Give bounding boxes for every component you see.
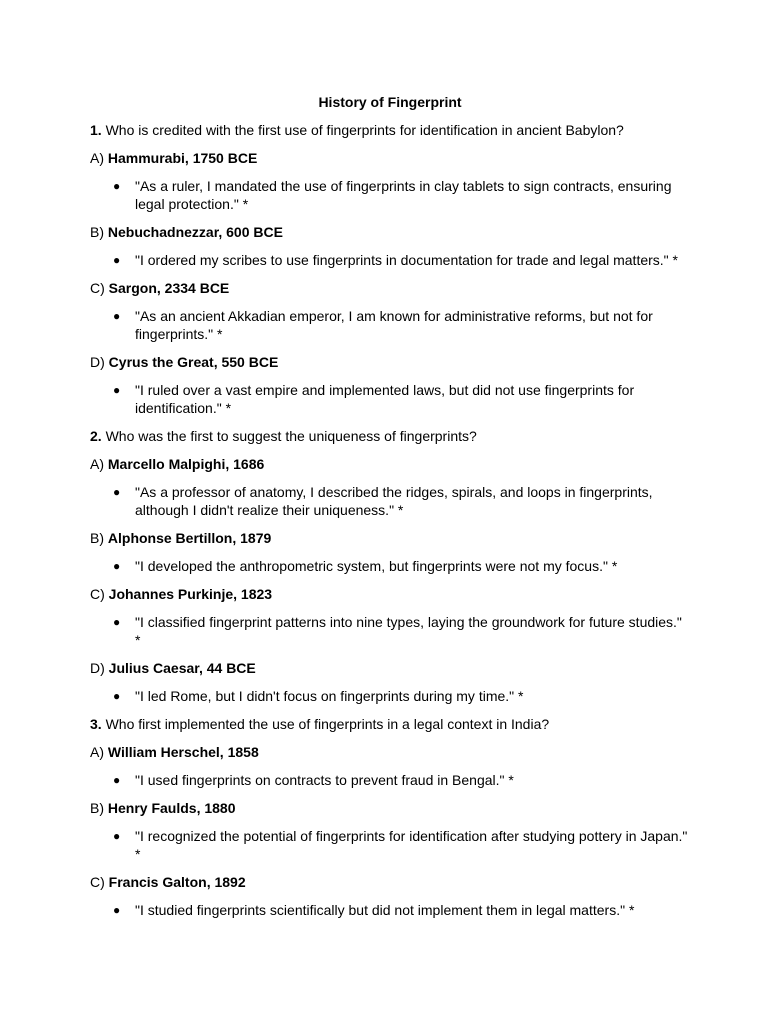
bullet-icon: ● [113,559,121,573]
quote-list [90,613,690,649]
option-quote: "I studied fingerprints scientifically but did not implement them in legal matters." * [135,902,635,918]
option-letter: A) [90,744,108,760]
option-answer: Julius Caesar, 44 BCE [108,660,256,676]
list-item [90,483,690,519]
answer-option [90,455,690,473]
bullet-icon: ● [113,689,121,703]
option-quote: "I recognized the potential of fingerprints for identification after studying pottery in Japan." * [135,828,688,862]
question-text: Who is credited with the first use of fingerprints for identification in ancient Babylon? [101,122,624,138]
option-letter: B) [90,224,108,240]
option-quote: "I developed the anthropometric system, but fingerprints were not my focus." * [135,558,618,574]
answer-option [90,353,690,371]
option-quote: "I ruled over a vast empire and implemented laws, but did not use fingerprints for identification." * [135,382,635,416]
list-item [90,901,690,919]
option-answer: William Herschel, 1858 [107,744,259,760]
option-letter: D) [90,354,109,370]
option-letter: B) [90,800,108,816]
answer-option [90,743,690,761]
option-answer: Francis Galton, 1892 [108,874,246,890]
quote-list [90,483,690,519]
option-answer: Alphonse Bertillon, 1879 [107,530,272,546]
option-quote: "I led Rome, but I didn't focus on fingerprints during my time." * [135,688,524,704]
option-letter: C) [90,874,109,890]
option-letter: C) [90,280,109,296]
list-item [90,557,690,575]
question-number: 2. [90,428,102,444]
list-item [90,771,690,789]
option-answer: Sargon, 2334 BCE [108,280,230,296]
quote-list [90,687,690,705]
option-quote: "I classified fingerprint patterns into nine types, laying the groundwork for future studies." * [135,614,682,648]
option-answer: Cyrus the Great, 550 BCE [108,354,279,370]
option-letter: C) [90,586,109,602]
bullet-icon: ● [113,485,121,499]
bullet-icon: ● [113,903,121,917]
question-1 [90,121,690,139]
quote-list [90,827,690,863]
option-answer: Marcello Malpighi, 1686 [107,456,265,472]
option-letter: A) [90,150,108,166]
answer-option [90,279,690,297]
bullet-icon: ● [113,253,121,267]
bullet-icon: ● [113,773,121,787]
question-3 [90,715,690,733]
option-answer: Nebuchadnezzar, 600 BCE [107,224,283,240]
bullet-icon: ● [113,179,121,193]
option-letter: A) [90,456,108,472]
list-item [90,827,690,863]
bullet-icon: ● [113,615,121,629]
list-item [90,177,690,213]
answer-option [90,529,690,547]
option-letter: D) [90,660,109,676]
option-quote: "I ordered my scribes to use fingerprints in documentation for trade and legal matters." * [135,252,678,268]
answer-option [90,659,690,677]
list-item [90,307,690,343]
question-text: Who first implemented the use of fingerprints in a legal context in India? [101,716,550,732]
option-answer: Johannes Purkinje, 1823 [108,586,273,602]
quote-list [90,381,690,417]
bullet-icon: ● [113,383,121,397]
list-item [90,381,690,417]
quote-list [90,771,690,789]
answer-option [90,149,690,167]
bullet-icon: ● [113,309,121,323]
option-answer: Henry Faulds, 1880 [107,800,236,816]
question-text: Who was the first to suggest the uniqueness of fingerprints? [101,428,477,444]
bullet-icon: ● [113,829,121,843]
option-quote: "As a professor of anatomy, I described the ridges, spirals, and loops in fingerprints, although I didn't realize their uniqueness." * [135,484,653,518]
answer-option [90,223,690,241]
quote-list [90,307,690,343]
quote-list [90,557,690,575]
list-item [90,613,690,649]
quiz-content [90,121,690,919]
option-quote: "I used fingerprints on contracts to prevent fraud in Bengal." * [135,772,514,788]
quote-list [90,177,690,213]
answer-option [90,799,690,817]
question-number: 3. [90,716,102,732]
option-letter: B) [90,530,108,546]
list-item [90,251,690,269]
answer-option [90,873,690,891]
question-number: 1. [90,122,102,138]
page-title: History of Fingerprint [318,94,462,110]
option-quote: "As an ancient Akkadian emperor, I am known for administrative reforms, but not for fingerprints." * [135,308,653,342]
option-answer: Hammurabi, 1750 BCE [107,150,258,166]
list-item [90,687,690,705]
quote-list [90,251,690,269]
question-2 [90,427,690,445]
quote-list [90,901,690,919]
answer-option [90,585,690,603]
option-quote: "As a ruler, I mandated the use of fingerprints in clay tablets to sign contracts, ensuring legal protection." * [135,178,672,212]
